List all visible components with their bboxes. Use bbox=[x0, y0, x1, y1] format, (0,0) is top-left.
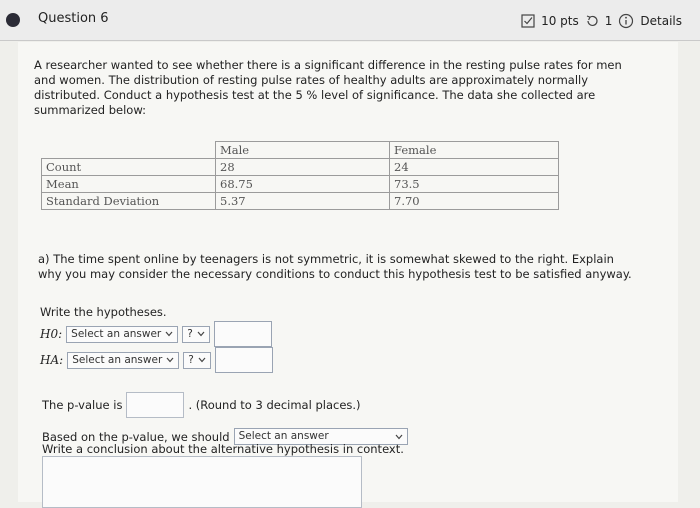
select-label: ? bbox=[187, 327, 193, 340]
table-header-cell bbox=[42, 142, 216, 159]
table-row bbox=[42, 193, 559, 210]
table-cell: 28 bbox=[216, 159, 390, 176]
table-header-cell: Male bbox=[216, 142, 390, 159]
points-label: 10 pts bbox=[541, 14, 579, 28]
summary-table bbox=[41, 141, 559, 210]
h0-value-input[interactable] bbox=[214, 321, 272, 347]
hypotheses-title: Write the hypotheses. bbox=[40, 305, 167, 319]
retry-icon[interactable] bbox=[585, 14, 599, 28]
pvalue-row bbox=[42, 392, 361, 418]
table-cell: 24 bbox=[390, 159, 559, 176]
table-cell: Count bbox=[42, 159, 216, 176]
status-dot-icon bbox=[6, 13, 20, 27]
checkbox-icon bbox=[521, 14, 535, 28]
h0-label: H0: bbox=[40, 327, 63, 341]
chevron-down-icon bbox=[198, 357, 206, 363]
table-cell: Standard Deviation bbox=[42, 193, 216, 210]
select-label: Select an answer bbox=[238, 430, 329, 442]
decision-label: Based on the p-value, we should bbox=[42, 429, 230, 444]
question-meta bbox=[521, 13, 682, 29]
attempts-count: 1 bbox=[604, 14, 613, 28]
select-label: ? bbox=[188, 353, 194, 366]
ha-value-input[interactable] bbox=[215, 347, 273, 373]
select-label: Select an answer bbox=[72, 353, 163, 366]
h0-parameter-select[interactable] bbox=[66, 326, 178, 343]
question-title: Question 6 bbox=[38, 11, 109, 26]
ha-row bbox=[40, 347, 273, 373]
question-header bbox=[0, 0, 700, 41]
table-cell: 73.5 bbox=[390, 176, 559, 193]
table-cell: 7.70 bbox=[390, 193, 559, 210]
table-cell: 5.37 bbox=[216, 193, 390, 210]
details-link[interactable]: Details bbox=[640, 14, 682, 28]
info-icon[interactable] bbox=[618, 13, 634, 29]
select-label: Select an answer bbox=[71, 327, 162, 340]
problem-text: A researcher wanted to see whether there is a significant difference in the resting pulse rates for men and women. The distribution of resting pulse rates of healthy adults are approximately normally distributed. Conduct a hypothesis test at the 5 % level of significance. The data she collected are summarized below: bbox=[34, 58, 622, 117]
ha-operator-select[interactable] bbox=[183, 352, 211, 369]
ha-parameter-select[interactable] bbox=[67, 352, 179, 369]
table-row bbox=[42, 159, 559, 176]
table-cell: Mean bbox=[42, 176, 216, 193]
table-row bbox=[42, 176, 559, 193]
table-cell: 68.75 bbox=[216, 176, 390, 193]
conclusion-prompt: Write a conclusion about the alternative hypothesis in context. bbox=[42, 442, 404, 456]
chevron-down-icon bbox=[165, 331, 173, 337]
part-a-text: a) The time spent online by teenagers is not symmetric, it is somewhat skewed to the right. Explain why you may consider the necessary conditions to conduct this hypothesis test to be satisfied anyway. bbox=[38, 252, 632, 281]
chevron-down-icon bbox=[166, 357, 174, 363]
table-header-cell: Female bbox=[390, 142, 559, 159]
conclusion-textarea[interactable] bbox=[42, 456, 362, 508]
ha-label: HA: bbox=[40, 353, 64, 367]
h0-operator-select[interactable] bbox=[182, 326, 210, 343]
h0-row bbox=[40, 321, 272, 347]
pvalue-input[interactable] bbox=[126, 392, 184, 418]
table-header-row bbox=[42, 142, 559, 159]
chevron-down-icon bbox=[197, 331, 205, 337]
pvalue-label: The p-value is bbox=[42, 398, 123, 412]
chevron-down-icon bbox=[395, 434, 403, 440]
pvalue-hint: . (Round to 3 decimal places.) bbox=[188, 398, 361, 412]
